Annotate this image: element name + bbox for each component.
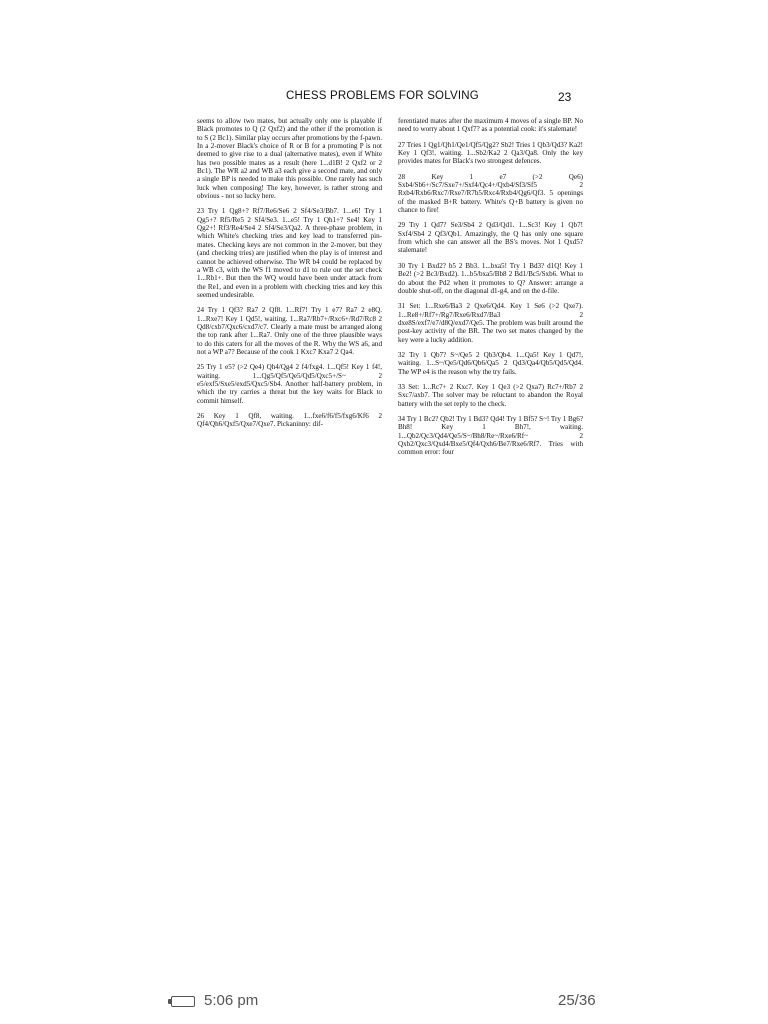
time-display: 5:06 pm	[204, 992, 259, 1009]
page-header-title: CHESS PROBLEMS FOR SOLVING	[286, 90, 479, 102]
page-indicator[interactable]: 25/36	[558, 992, 596, 1009]
right-text-column	[398, 117, 583, 464]
solution-27: 27 Tries 1 Qg1/Qh1/Qe1/Qf5/Qg2? Sb2! Tries 1 Qb3/Qd3? Ka2! Key 1 Qf3!, waiting. 1...Sb2/Ka2 2 Qa3/Qa8. Only the key provides mates for Black's two strongest defences.	[398, 140, 583, 166]
battery-icon	[168, 996, 196, 1008]
solution-32: 32 Try 1 Qb7? S~/Qe5 2 Qb3/Qb4. 1...Qa5! Key 1 Qd7!, waiting. 1...S~/Qe5/Qd6/Qb6/Qa5 2 Qd3/Qa4/Qb5/Qd5/Qd4. The WP e4 is the reason why the try fails.	[398, 350, 583, 376]
solution-34: 34 Try 1 Bc2? Qb2! Try 1 Bd3? Qd4! Try 1 Bf5? S~! Try 1 Bg6? Bh8! Key 1 Bh7!, waiting. 1...Qb2/Qc3/Qd4/Qe5/S~/Bh8/Re~/Rxe6/Rf~ 2 Qxb2/Qxc3/Qxd4/Bxe5/Qf4/Qxh6/Be7/Rxe6/Rf7. Tries with common error: four	[398, 414, 583, 457]
paragraph-cont-22: seems to allow two mates, but actually only one is playable if Black promotes to Q (2 Qxf2) and the other if the promotion is to S (2 Bc1). Similar play occurs after promotions by the f-pawn. In a 2-mover Black's choice of R or B for a promoting P is not deemed to give rise to a dual (alternative mates), even if White has two possible mates as a result (here 1...d1B! 2 Qxf2 or 2 Bc1). The WR a2 and WB a3 each give a second mate, and only a single BP is needed to make this possible. One rarely has such luck when composing! The key, however, is rather strong and obvious - not so lucky here.	[197, 117, 382, 201]
solution-23: 23 Try 1 Qg8+? Rf7/Re6/Se6 2 Sf4/Se3/Bb7. 1...e6! Try 1 Qg5+? Rf5/Re5 2 Sf4/Se3. 1...e5! Try 1 Qh1+? Se4! Key 1 Qg2+! Rf3/Re4/Se4 2 Sf4/Se3/Qa2. A three-phase problem, in which White's checking tries and key lead to transferred pin-mates. Checking keys are not common in the 2-mover, but they (and checking tries) are justified when the play is of interest and cannot be achieved otherwise. The WR b4 could be replaced by a WB c3, with the WS f1 moved to d1 to rule out the set check 1...Rb1+. But then the WQ would have been under attack from the Re1, and even in a problem with checking tries and key this seemed undesirable.	[197, 207, 382, 299]
paragraph-cont-26: ferentiated mates after the maximum 4 moves of a single BP. No need to worry about 1 Qxf7? as a potential cook: it's stalemate!	[398, 117, 583, 134]
solution-28: 28 Key 1 e7 (>2 Qe6) Sxb4/Sb6+/Sc7/Sxe7+/Sxf4/Qc4+/Qxb4/Sf3/Sf5 2 Rxb4/Rxb6/Rxc7/Rxe7/R7b5/Rxc4/Rxb4/Qg6/Qf3. 5 openings of the masked B+R battery. White's Q+B battery is given no chance to fire!	[398, 172, 583, 215]
solution-24: 24 Try 1 Qf3? Ra7 2 Qf8. 1...Rf7! Try 1 e7? Ra7 2 e8Q. 1...Rxe7! Key 1 Qd5!, waiting. 1...Ra7/Rb7+/Rxc6+/Rd7/Rc8 2 Qd8/cxb7/Qxc6/cxd7/c7. Clearly a mate must be arranged along the top rank after 1...Ra7. Only one of the three plausible ways to do this caters for all the moves of the R. Why the WS a6, and not a WP a7? Because of the cook 1 Kxc7 Kxa7 2 Qa4.	[197, 306, 382, 356]
status-bar	[0, 986, 768, 1020]
left-text-column	[197, 117, 382, 436]
solution-29: 29 Try 1 Qd7? Se3/Sb4 2 Qd3/Qd1. 1...Sc3! Key 1 Qb7! Sxf4/Sb4 2 Qf3/Qb1. Amazingly, the Q has only one square from which she can answer all the BS's moves. Not 1 Qxd5? stalemate!	[398, 221, 583, 255]
page-number: 23	[558, 90, 572, 104]
solution-33: 33 Set: 1...Rc7+ 2 Kxc7. Key 1 Qe3 (>2 Qxa7) Rc7+/Rb7 2 Sxc7/axb7. The solver may be reluctant to abandon the Royal battery with the set reply to the check.	[398, 382, 583, 408]
solution-26: 26 Key 1 Qf8, waiting. 1...fxe6/f6/f5/fxg6/Kf6 2 Qf4/Qh6/Qxf5/Qxe7/Qxe7. Pickaninny: dif-	[197, 412, 382, 429]
solution-30: 30 Try 1 Bxd2? b5 2 Bb3. 1...bxa5! Try 1 Bd3? d1Q! Key 1 Be2! (>2 Bc3/Bxd2). 1...b5/bxa5/Bb8 2 Bd1/Bc5/Sxb6. What to do about the Pd2 when it promotes to Q? Answer: arrange a double shut-off, on the diagonal d1-g4, and on the d-file.	[398, 261, 583, 295]
solution-31: 31 Set: 1...Rxe6/Ba3 2 Qxe6/Qd4. Key 1 Se6 (>2 Qxe7). 1...Re8+/Rf7+/Rg7/Rxe6/Rxd7/Ba3 2 dxe8S/exf7/e7/d8Q/exd7/Qe5. The problem was built around the post-key activity of the BR. The two set mates changed by the key were a lucky addition.	[398, 302, 583, 344]
solution-25: 25 Try 1 e5? (>2 Qe4) Qh4/Qg4 2 f4/fxg4. 1...Qf5! Key 1 f4!, waiting. 1...Qg5/Qf5/Qe5/Qd5/Qxc5+/S~ 2 e5/exf5/Sxe5/exd5/Qxc5/Sb4. Another half-battery problem, in which the try carries a threat but the key waits for Black to commit himself.	[197, 363, 382, 405]
